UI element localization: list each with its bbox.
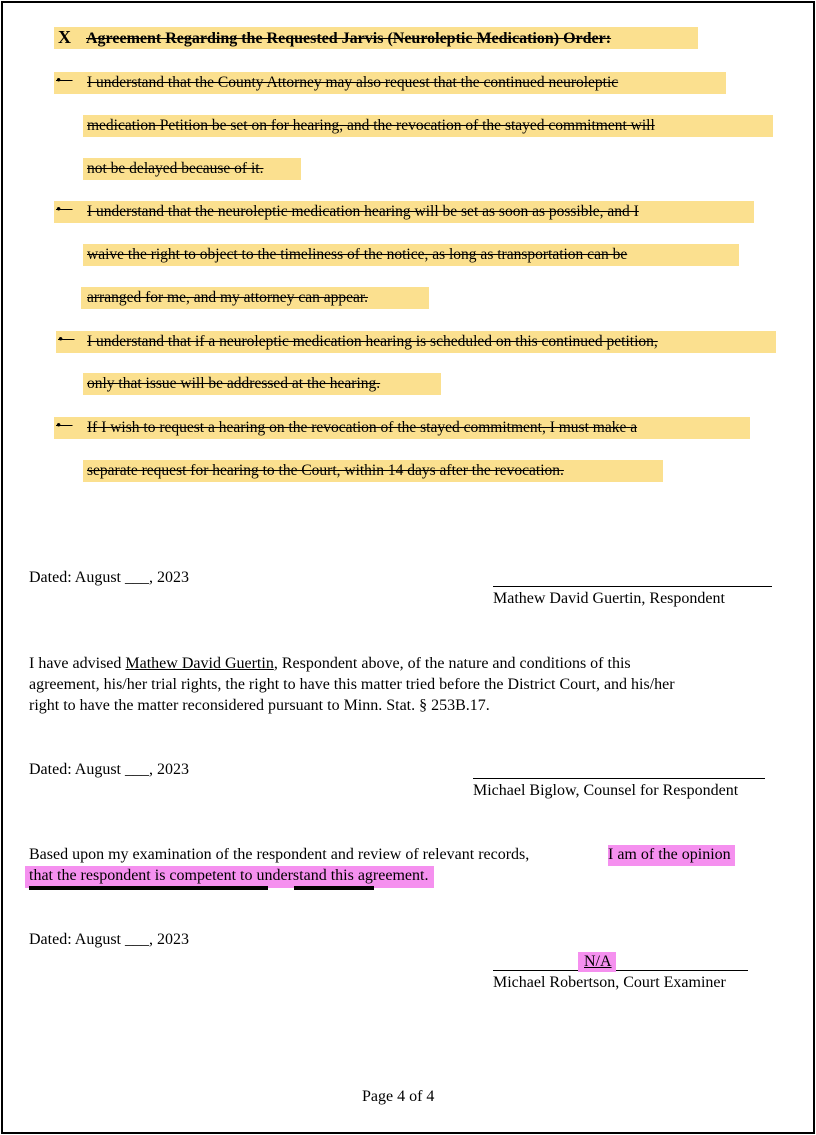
checkbox-mark: X — [58, 27, 71, 47]
bullet-1-line-1: I understand that the County Attorney may also request that the continued neuroleptic — [87, 74, 619, 91]
redaction-bar — [294, 886, 374, 890]
counsel-signer: Michael Biglow, Counsel for Respondent — [473, 782, 739, 799]
bullet-3-line-2: only that issue will be addressed at the hearing. — [87, 375, 381, 392]
respondent-name: Mathew David Guertin — [125, 655, 274, 672]
respondent-dated: Dated: August ___, 2023 — [29, 569, 189, 586]
respondent-signer: Mathew David Guertin, Respondent — [493, 590, 725, 607]
counsel-prefix: I have advised — [29, 655, 126, 672]
examiner-highlight-2: that the respondent is competent to understand this agreement. — [25, 866, 434, 888]
redaction-bar — [29, 886, 268, 890]
bullet-3-line-1: I understand that if a neuroleptic medication hearing is scheduled on this continued petition, — [87, 333, 658, 350]
counsel-dated: Dated: August ___, 2023 — [29, 761, 189, 778]
examiner-signature-na: N/A — [578, 952, 616, 972]
counsel-signature-line[interactable] — [473, 778, 765, 779]
bullet-2-line-3: arranged for me, and my attorney can appear. — [87, 289, 369, 306]
bullet-4-line-2: separate request for hearing to the Court, within 14 days after the revocation. — [87, 462, 564, 479]
agreement-heading: Agreement Regarding the Requested Jarvis (Neuroleptic Medication) Order: — [86, 30, 612, 47]
counsel-paragraph — [29, 653, 785, 716]
examiner-highlight-1: I am of the opinion — [608, 845, 735, 866]
counsel-line-2: agreement, his/her trial rights, the right to have this matter tried before the District Court, and his/her — [29, 676, 675, 693]
bullet-icon: • — [56, 73, 73, 89]
bullet-icon: • — [56, 202, 73, 218]
page-number: Page 4 of 4 — [362, 1088, 435, 1105]
counsel-line1-rest: , Respondent above, of the nature and conditions of this — [273, 655, 631, 672]
examiner-signer: Michael Robertson, Court Examiner — [493, 974, 726, 991]
bullet-2-line-1: I understand that the neuroleptic medication hearing will be set as soon as possible, and I — [87, 203, 639, 220]
respondent-signature-line[interactable] — [493, 586, 772, 587]
examiner-text-plain: Based upon my examination of the respondent and review of relevant records, — [29, 846, 530, 863]
bullet-1-line-2: medication Petition be set on for hearing, and the revocation of the stayed commitment will — [87, 117, 655, 134]
examiner-signature-line[interactable] — [493, 970, 748, 971]
bullet-4-line-1: If I wish to request a hearing on the revocation of the stayed commitment, I must make a — [87, 419, 638, 436]
examiner-dated: Dated: August ___, 2023 — [29, 931, 189, 948]
bullet-icon: • — [58, 332, 75, 348]
bullet-1-line-3: not be delayed because of it. — [87, 160, 264, 177]
bullet-2-line-2: waive the right to object to the timeliness of the notice, as long as transportation can be — [87, 246, 628, 263]
bullet-icon: • — [56, 418, 73, 434]
counsel-line-3: right to have the matter reconsidered pursuant to Minn. Stat. § 253B.17. — [29, 697, 490, 714]
